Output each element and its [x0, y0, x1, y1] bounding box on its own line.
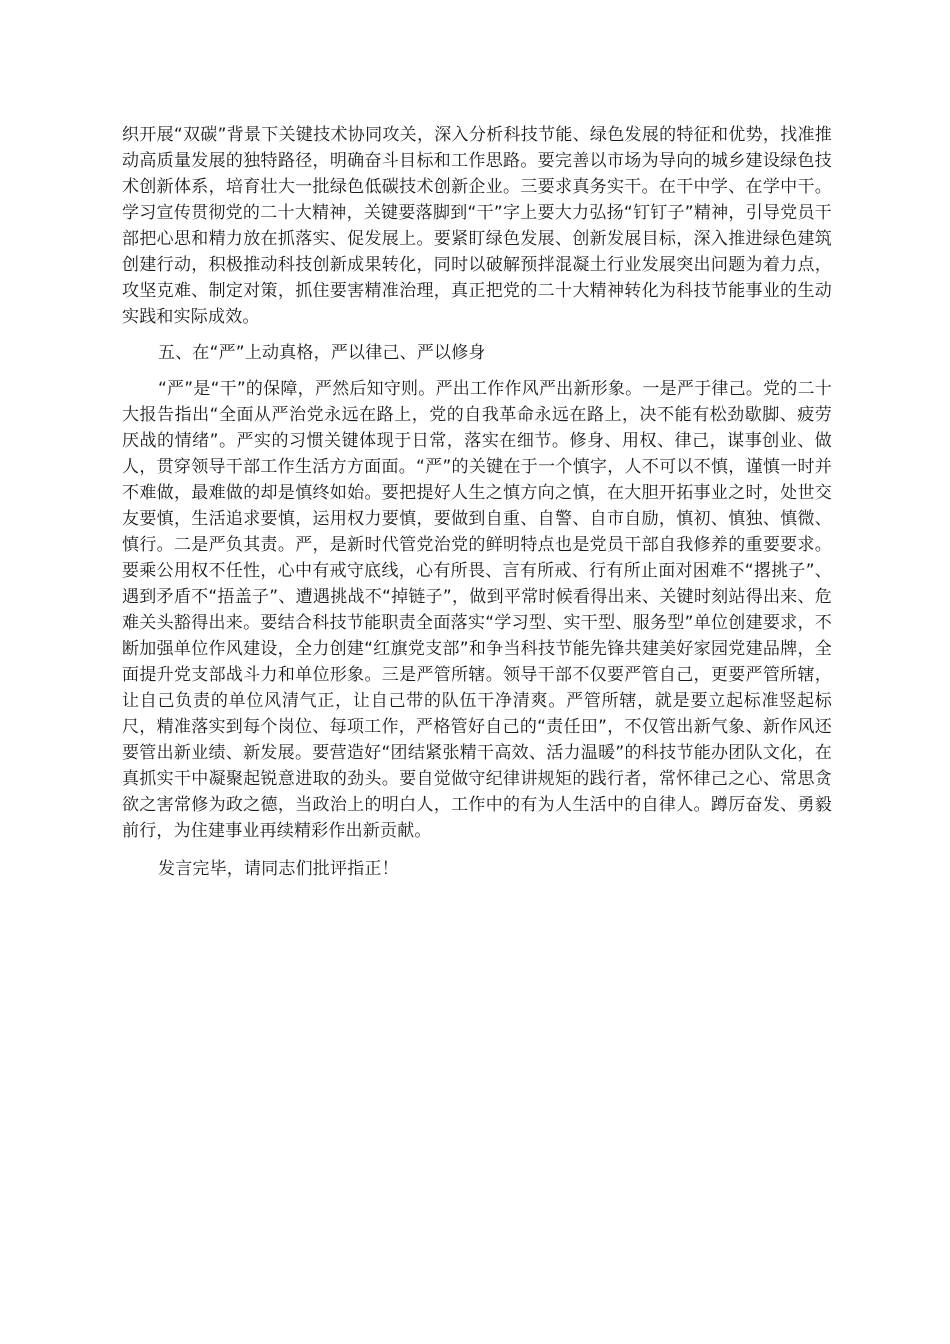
paragraph-continued: 织开展“双碳”背景下关键技术协同攻关，深入分析科技节能、绿色发展的特征和优势，找准推动高质量发展的独特路径，明确奋斗目标和工作思路。要完善以市场为导向的城乡建设绿色技术创新体系，培育壮大一批绿色低碳技术创新企业。三要求真务实干。在干中学、在学中干。学习宣传贯彻党的二十大精神，关键要落脚到“干”字上要大力弘扬“钉钉子”精神，引导党员干部把心思和精力放在抓落实、促发展上。要紧盯绿色发展、创新发展目标，深入推进绿色建筑创建行动，积极推动科技创新成果转化，同时以破解预拌混凝土行业发展突出问题为着力点，攻坚克难、制定对策，抓住要害精准治理，真正把党的二十大精神转化为科技节能事业的生动实践和实际成效。	[122, 125, 832, 327]
paragraph-section-five: “严”是“干”的保障，严然后知守则。严出工作作风严出新形象。一是严于律己。党的二十大报告指出“全面从严治党永远在路上，党的自我革命永远在路上，决不能有松劲歇脚、疲劳厌战的情绪”。严实的习惯关键体现于日常，落实在细节。修身、用权、律己，谋事创业、做人，贯穿领导干部工作生活方方面面。“严”的关键在于一个慎字，人不可以不慎，谨慎一时并不难做，最难做的却是慎终如始。要把提好人生之慎方向之慎，在大胆开拓事业之时，处世交友要慎，生活追求要慎，运用权力要慎，要做到自重、自警、自市自励，慎初、慎独、慎微、慎行。二是严负其责。严，是新时代管党治党的鲜明特点也是党员干部自我修养的重要要求。要乘公用权不任性，心中有戒守底线，心有所畏、言有所戒、行有所止面对困难不“撂挑子”、遇到矛盾不“捂盖子”、遭遇挑战不“掉链子”，做到平常时候看得出来、关键时刻站得出来、危难关头豁得出来。要结合科技节能职责全面落实“学习型、实干型、服务型”单位创建要求，不断加强单位作风建设，全力创建“红旗党支部”和争当科技节能先锋共建美好家园党建品牌，全面提升党支部战斗力和单位形象。三是严管所辖。领导干部不仅要严管自己，更要严管所辖，让自己负责的单位风清气正，让自己带的队伍干净清爽。严管所辖，就是要立起标准竖起标尺，精准落实到每个岗位、每项工作，严格管好自己的“责任田”，不仅管出新气象、新作风还要管出新业绩、新发展。要营造好“团结紧张精干高效、活力温暖”的科技节能办团队文化，在真抓实干中凝聚起锐意进取的劲头。要自觉做守纪律讲规矩的践行者，常怀律己之心、常思贪欲之害常修为政之德，当政治上的明白人，工作中的有为人生活中的自律人。蹲厉奋发、勇毅前行，为住建事业再续精彩作出新贡献。	[122, 379, 832, 841]
closing-remark: 发言完毕，请同志们批评指正！	[158, 859, 399, 879]
document-page	[122, 122, 832, 882]
section-heading: 五、在“严”上动真格，严以律己、严以修身	[158, 343, 486, 363]
